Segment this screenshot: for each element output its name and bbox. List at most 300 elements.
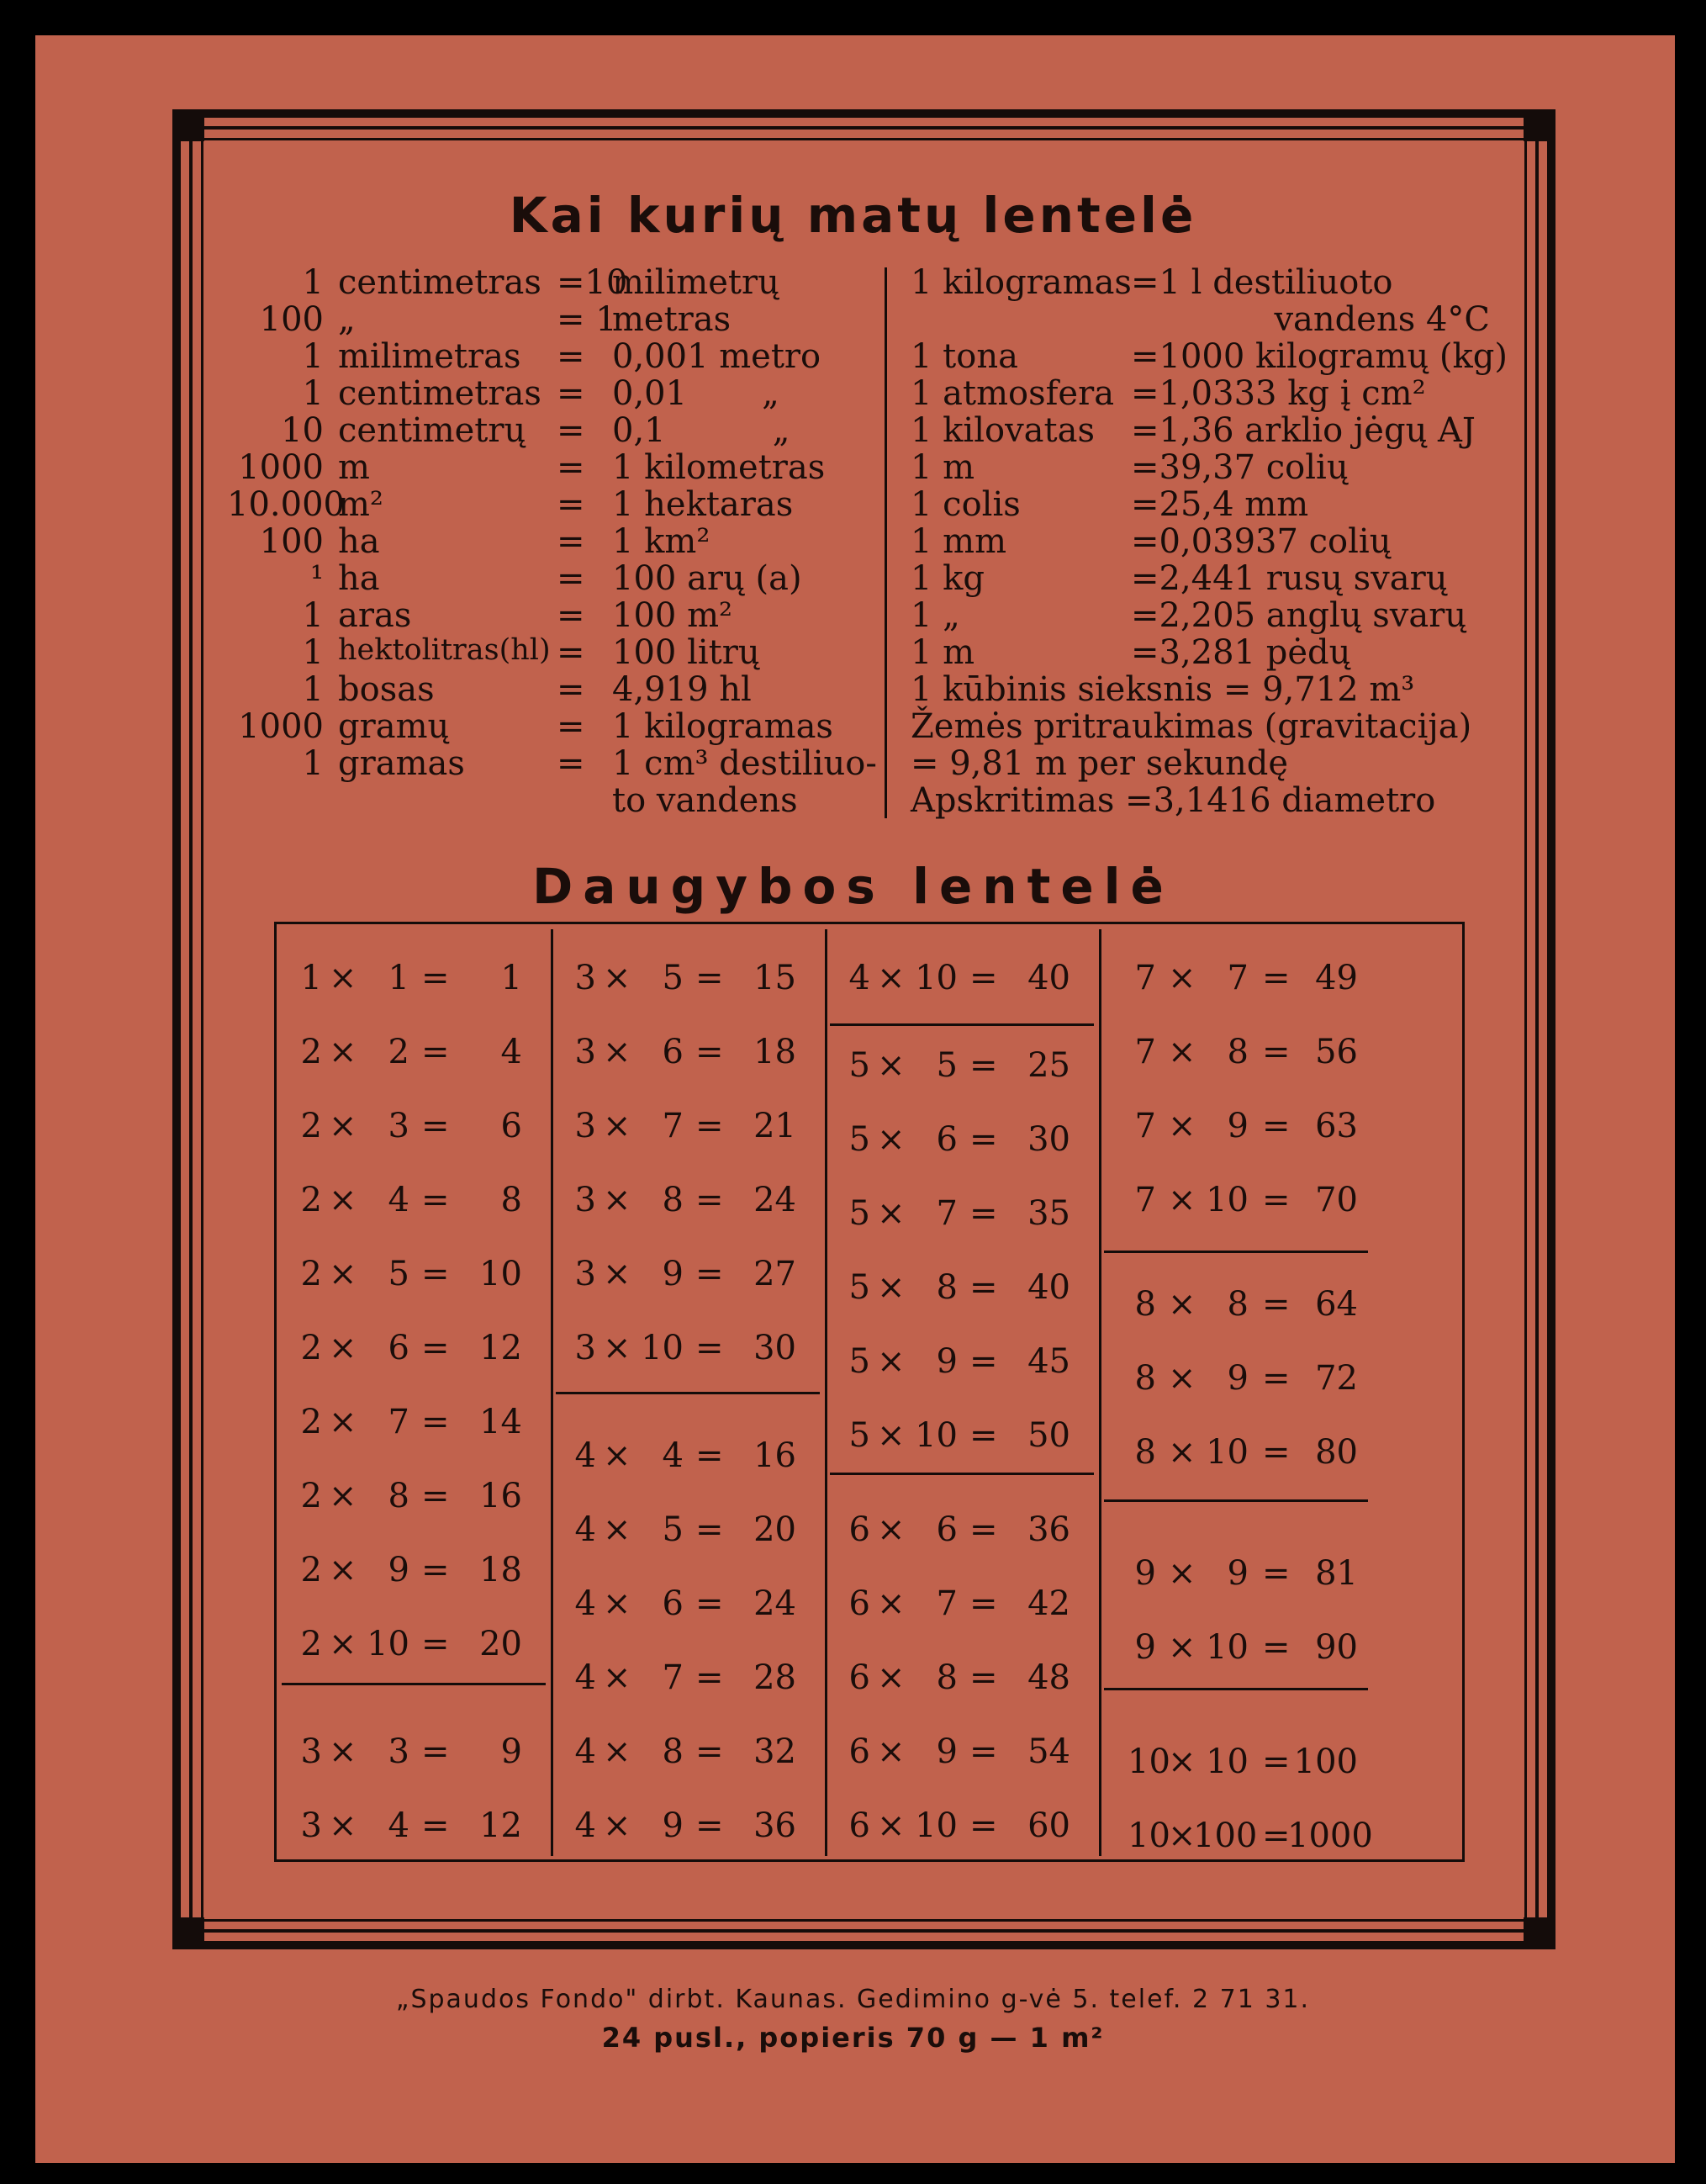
factor-a: 4 bbox=[574, 1732, 596, 1771]
product: 18 bbox=[753, 1033, 796, 1071]
factor-b: 10 bbox=[915, 1806, 958, 1845]
multiplication-row bbox=[835, 1114, 1087, 1165]
multiply-sign: × bbox=[877, 1584, 906, 1623]
measure-equals: =10 bbox=[557, 263, 628, 302]
measure-value: =2,441 rusų svarų bbox=[1131, 559, 1448, 598]
factor-a: 2 bbox=[300, 1625, 322, 1663]
column-divider bbox=[885, 267, 887, 818]
measure-unit: m² bbox=[338, 485, 383, 524]
equals-sign: = bbox=[1262, 1107, 1291, 1145]
product: 36 bbox=[753, 1806, 796, 1845]
factor-b: 5 bbox=[936, 1046, 958, 1085]
measure-unit: 1 m bbox=[911, 448, 975, 487]
equals-sign: = bbox=[421, 1181, 450, 1219]
equals-sign: = bbox=[969, 1732, 998, 1771]
multiply-sign: × bbox=[603, 1510, 631, 1549]
product: 24 bbox=[753, 1181, 796, 1219]
factor-a: 2 bbox=[300, 1403, 322, 1441]
multiplication-row bbox=[561, 953, 813, 1003]
multiplication-row bbox=[835, 1801, 1087, 1851]
multiplication-row bbox=[561, 1430, 813, 1481]
multiplication-row bbox=[287, 1471, 539, 1521]
product: 30 bbox=[1027, 1120, 1070, 1159]
factor-a: 8 bbox=[1134, 1359, 1156, 1398]
measure-equals: = bbox=[557, 522, 585, 561]
section-separator bbox=[830, 1473, 1094, 1475]
measure-equals: = bbox=[557, 411, 585, 450]
factor-a: 3 bbox=[574, 1181, 596, 1219]
column-divider bbox=[1099, 929, 1101, 1856]
equals-sign: = bbox=[695, 1255, 724, 1293]
factor-b: 6 bbox=[388, 1329, 409, 1367]
product: 56 bbox=[1315, 1033, 1358, 1071]
factor-a: 3 bbox=[574, 1033, 596, 1071]
multiplication-row bbox=[287, 1545, 539, 1595]
multiplication-row bbox=[287, 1027, 539, 1077]
factor-a: 4 bbox=[574, 1436, 596, 1475]
factor-b: 6 bbox=[936, 1120, 958, 1159]
factor-a: 2 bbox=[300, 1181, 322, 1219]
measure-unit: 1 mm bbox=[911, 522, 1007, 561]
product: 8 bbox=[500, 1181, 522, 1219]
measure-quantity: 1 bbox=[302, 633, 324, 672]
factor-b: 3 bbox=[388, 1732, 409, 1771]
factor-b: 7 bbox=[936, 1584, 958, 1623]
equals-sign: = bbox=[421, 1732, 450, 1771]
product: 72 bbox=[1315, 1359, 1358, 1398]
measure-unit: 1 tona bbox=[911, 337, 1018, 376]
section-separator bbox=[830, 1023, 1094, 1026]
multiplication-title: Daugybos lentelė bbox=[532, 858, 1174, 915]
measure-unit: 1 atmosfera bbox=[911, 374, 1115, 413]
multiplication-row bbox=[835, 1579, 1087, 1629]
measures-title: Kai kurių matų lentelė bbox=[509, 187, 1197, 244]
factor-b: 7 bbox=[662, 1658, 684, 1697]
equals-sign: = bbox=[695, 1329, 724, 1367]
product: 1 bbox=[500, 959, 522, 997]
multiply-sign: × bbox=[329, 1255, 357, 1293]
factor-a: 6 bbox=[848, 1732, 870, 1771]
factor-a: 5 bbox=[848, 1194, 870, 1233]
column-divider bbox=[551, 929, 553, 1856]
factor-a: 7 bbox=[1134, 1107, 1156, 1145]
multiply-sign: × bbox=[877, 1268, 906, 1307]
factor-b: 1 bbox=[388, 959, 409, 997]
product: 70 bbox=[1315, 1181, 1358, 1219]
factor-a: 2 bbox=[300, 1477, 322, 1515]
factor-a: 8 bbox=[1134, 1433, 1156, 1472]
multiplication-row bbox=[561, 1323, 813, 1373]
equals-sign: = bbox=[969, 1510, 998, 1549]
product: 90 bbox=[1315, 1628, 1358, 1667]
multiplication-row bbox=[287, 1323, 539, 1373]
equals-sign: = bbox=[421, 1255, 450, 1293]
measure-quantity: 100 bbox=[259, 300, 324, 339]
multiplication-row bbox=[1109, 1101, 1361, 1151]
factor-b: 10 bbox=[1206, 1628, 1249, 1667]
measure-value: =39,37 colių bbox=[1131, 448, 1349, 487]
factor-a: 2 bbox=[300, 1033, 322, 1071]
measure-value: metras bbox=[612, 300, 732, 339]
factor-a: 10 bbox=[1128, 1742, 1170, 1781]
equals-sign: = bbox=[969, 1806, 998, 1845]
product: 1000 bbox=[1287, 1816, 1373, 1855]
factor-a: 5 bbox=[848, 1342, 870, 1381]
multiply-sign: × bbox=[329, 1806, 357, 1845]
multiply-sign: × bbox=[329, 959, 357, 997]
multiply-sign: × bbox=[1168, 959, 1196, 997]
factor-a: 6 bbox=[848, 1584, 870, 1623]
footer-printer: „Spaudos Fondo" dirbt. Kaunas. Gedimino g-vė 5. telef. 2 71 31. bbox=[395, 1985, 1311, 2014]
equals-sign: = bbox=[421, 1033, 450, 1071]
factor-b: 6 bbox=[662, 1033, 684, 1071]
factor-b: 9 bbox=[1227, 1554, 1249, 1593]
factor-b: 4 bbox=[662, 1436, 684, 1475]
product: 63 bbox=[1315, 1107, 1358, 1145]
section-separator bbox=[1104, 1688, 1368, 1690]
factor-b: 10 bbox=[915, 959, 958, 997]
factor-a: 3 bbox=[574, 1255, 596, 1293]
multiply-sign: × bbox=[1168, 1181, 1196, 1219]
multiply-sign: × bbox=[877, 1342, 906, 1381]
measure-value: =1,0333 kg į cm² bbox=[1131, 374, 1426, 413]
factor-b: 8 bbox=[662, 1732, 684, 1771]
product: 80 bbox=[1315, 1433, 1358, 1472]
measure-unit: centimetrų bbox=[338, 411, 526, 450]
measure-quantity: 1 bbox=[302, 337, 324, 376]
factor-b: 9 bbox=[936, 1732, 958, 1771]
section-separator bbox=[1104, 1499, 1368, 1502]
multiplication-row bbox=[287, 1397, 539, 1447]
factor-a: 2 bbox=[300, 1255, 322, 1293]
multiplication-row bbox=[561, 1727, 813, 1777]
factor-b: 8 bbox=[1227, 1033, 1249, 1071]
product: 54 bbox=[1027, 1732, 1070, 1771]
measure-quantity: 1 bbox=[302, 263, 324, 302]
multiply-sign: × bbox=[877, 1658, 906, 1697]
equals-sign: = bbox=[695, 1033, 724, 1071]
product: 30 bbox=[753, 1329, 796, 1367]
measure-value: 1 km² bbox=[612, 522, 710, 561]
factor-a: 3 bbox=[574, 959, 596, 997]
multiplication-row bbox=[561, 1504, 813, 1555]
equals-sign: = bbox=[969, 959, 998, 997]
measure-equals: = bbox=[557, 707, 585, 746]
measure-unit: 1 kilovatas bbox=[911, 411, 1095, 450]
equals-sign: = bbox=[969, 1584, 998, 1623]
measure-unit: gramų bbox=[338, 707, 450, 746]
multiply-sign: × bbox=[329, 1551, 357, 1589]
multiplication-row bbox=[287, 1249, 539, 1299]
multiply-sign: × bbox=[603, 1033, 631, 1071]
equals-sign: = bbox=[1262, 1816, 1291, 1855]
measure-unit: centimetras bbox=[338, 374, 541, 413]
equals-sign: = bbox=[695, 1658, 724, 1697]
product: 50 bbox=[1027, 1416, 1070, 1455]
factor-a: 2 bbox=[300, 1329, 322, 1367]
multiplication-row bbox=[561, 1249, 813, 1299]
measure-equals: = bbox=[557, 633, 585, 672]
multiply-sign: × bbox=[603, 1181, 631, 1219]
factor-a: 7 bbox=[1134, 959, 1156, 997]
measure-unit: ha bbox=[338, 559, 380, 598]
multiplication-row bbox=[561, 1653, 813, 1703]
measure-equals: = bbox=[557, 744, 585, 783]
section-separator bbox=[556, 1392, 820, 1394]
multiply-sign: × bbox=[329, 1329, 357, 1367]
factor-b: 8 bbox=[936, 1658, 958, 1697]
equals-sign: = bbox=[695, 1584, 724, 1623]
measure-equals: = bbox=[557, 448, 585, 487]
measure-unit: bosas bbox=[338, 670, 435, 709]
product: 60 bbox=[1027, 1806, 1070, 1845]
measure-quantity: 100 bbox=[259, 522, 324, 561]
column-divider bbox=[825, 929, 827, 1856]
factor-a: 6 bbox=[848, 1806, 870, 1845]
equals-sign: = bbox=[1262, 959, 1291, 997]
measure-value: =2,205 anglų svarų bbox=[1131, 596, 1467, 635]
measure-unit: m bbox=[338, 448, 370, 487]
factor-b: 10 bbox=[641, 1329, 684, 1367]
multiplication-row bbox=[561, 1101, 813, 1151]
multiplication-row bbox=[1109, 1175, 1361, 1225]
equals-sign: = bbox=[695, 1732, 724, 1771]
factor-a: 6 bbox=[848, 1510, 870, 1549]
factor-a: 2 bbox=[300, 1551, 322, 1589]
factor-a: 1 bbox=[300, 959, 322, 997]
measure-unit: milimetras bbox=[338, 337, 521, 376]
factor-a: 4 bbox=[574, 1658, 596, 1697]
measure-equals: = 1 bbox=[557, 300, 617, 339]
multiplication-row bbox=[1109, 1737, 1361, 1787]
product: 16 bbox=[753, 1436, 796, 1475]
multiply-sign: × bbox=[603, 1255, 631, 1293]
multiplication-row bbox=[1109, 1027, 1361, 1077]
factor-b: 8 bbox=[662, 1181, 684, 1219]
factor-b: 100 bbox=[1193, 1816, 1258, 1855]
measure-value: 4,919 hl bbox=[612, 670, 752, 709]
product: 16 bbox=[479, 1477, 522, 1515]
factor-b: 2 bbox=[388, 1033, 409, 1071]
measure-value: 100 litrų bbox=[612, 633, 760, 672]
factor-a: 3 bbox=[574, 1329, 596, 1367]
measure-unit: 1 m bbox=[911, 633, 975, 672]
factor-b: 10 bbox=[1206, 1433, 1249, 1472]
equals-sign: = bbox=[1262, 1554, 1291, 1593]
multiply-sign: × bbox=[1168, 1742, 1196, 1781]
product: 42 bbox=[1027, 1584, 1070, 1623]
equals-sign: = bbox=[1262, 1285, 1291, 1324]
measure-unit: Apskritimas =3,1416 diametro bbox=[911, 781, 1436, 820]
measure-value: =1 l destiliuoto bbox=[1131, 263, 1393, 302]
factor-a: 10 bbox=[1128, 1816, 1170, 1855]
product: 18 bbox=[479, 1551, 522, 1589]
measure-equals: = bbox=[557, 596, 585, 635]
equals-sign: = bbox=[969, 1416, 998, 1455]
multiply-sign: × bbox=[877, 1120, 906, 1159]
multiply-sign: × bbox=[603, 1806, 631, 1845]
multiplication-row bbox=[835, 1504, 1087, 1555]
product: 48 bbox=[1027, 1658, 1070, 1697]
multiply-sign: × bbox=[877, 959, 906, 997]
multiply-sign: × bbox=[1168, 1107, 1196, 1145]
equals-sign: = bbox=[969, 1342, 998, 1381]
measure-value: 0,01 „ bbox=[612, 374, 779, 413]
measure-quantity: ¹ bbox=[309, 559, 324, 598]
multiply-sign: × bbox=[1168, 1433, 1196, 1472]
factor-b: 5 bbox=[388, 1255, 409, 1293]
measure-value: 100 arų (a) bbox=[612, 559, 802, 598]
measure-value: to vandens bbox=[612, 781, 798, 820]
equals-sign: = bbox=[421, 959, 450, 997]
factor-a: 4 bbox=[574, 1584, 596, 1623]
factor-a: 5 bbox=[848, 1268, 870, 1307]
measure-value: 1 kilogramas bbox=[612, 707, 833, 746]
measure-equals: = bbox=[557, 374, 585, 413]
measure-quantity: 1000 bbox=[238, 448, 324, 487]
equals-sign: = bbox=[695, 1107, 724, 1145]
multiplication-row bbox=[1109, 1811, 1373, 1861]
product: 32 bbox=[753, 1732, 796, 1771]
product: 4 bbox=[500, 1033, 522, 1071]
measure-value: vandens 4°C bbox=[1274, 300, 1490, 339]
factor-a: 5 bbox=[848, 1416, 870, 1455]
multiply-sign: × bbox=[877, 1732, 906, 1771]
multiplication-row bbox=[1109, 1548, 1361, 1599]
multiply-sign: × bbox=[603, 959, 631, 997]
measure-value: 100 m² bbox=[612, 596, 733, 635]
factor-b: 7 bbox=[388, 1403, 409, 1441]
section-separator bbox=[282, 1683, 546, 1685]
measure-quantity: 1 bbox=[302, 374, 324, 413]
equals-sign: = bbox=[969, 1658, 998, 1697]
product: 12 bbox=[479, 1806, 522, 1845]
factor-b: 8 bbox=[936, 1268, 958, 1307]
multiply-sign: × bbox=[877, 1194, 906, 1233]
equals-sign: = bbox=[695, 959, 724, 997]
factor-b: 10 bbox=[367, 1625, 409, 1663]
factor-b: 3 bbox=[388, 1107, 409, 1145]
multiply-sign: × bbox=[877, 1806, 906, 1845]
equals-sign: = bbox=[1262, 1181, 1291, 1219]
product: 20 bbox=[753, 1510, 796, 1549]
measure-quantity: 1 bbox=[302, 744, 324, 783]
measure-unit: 1 colis bbox=[911, 485, 1021, 524]
factor-a: 4 bbox=[848, 959, 870, 997]
measure-value: =1000 kilogramų (kg) bbox=[1131, 337, 1508, 376]
multiplication-row bbox=[835, 953, 1087, 1003]
factor-a: 3 bbox=[574, 1107, 596, 1145]
equals-sign: = bbox=[1262, 1033, 1291, 1071]
multiply-sign: × bbox=[329, 1403, 357, 1441]
measure-quantity: 10 bbox=[281, 411, 324, 450]
product: 28 bbox=[753, 1658, 796, 1697]
product: 6 bbox=[500, 1107, 522, 1145]
factor-b: 9 bbox=[662, 1255, 684, 1293]
multiply-sign: × bbox=[329, 1033, 357, 1071]
multiplication-row bbox=[561, 1027, 813, 1077]
measure-equals: = bbox=[557, 337, 585, 376]
multiply-sign: × bbox=[329, 1477, 357, 1515]
multiplication-table bbox=[274, 922, 1465, 1862]
measure-value: milimetrų bbox=[612, 263, 779, 302]
measure-quantity: 10.000 bbox=[227, 485, 345, 524]
multiplication-row bbox=[287, 1175, 539, 1225]
multiplication-row bbox=[287, 1619, 539, 1669]
equals-sign: = bbox=[969, 1268, 998, 1307]
factor-a: 4 bbox=[574, 1510, 596, 1549]
section-separator bbox=[1104, 1251, 1368, 1253]
factor-a: 6 bbox=[848, 1658, 870, 1697]
factor-b: 7 bbox=[936, 1194, 958, 1233]
multiplication-row bbox=[1109, 1279, 1361, 1330]
multiply-sign: × bbox=[603, 1329, 631, 1367]
multiplication-row bbox=[835, 1262, 1087, 1313]
measure-value: =1,36 arklio jėgų AJ bbox=[1131, 411, 1476, 450]
product: 81 bbox=[1315, 1554, 1358, 1593]
multiply-sign: × bbox=[329, 1107, 357, 1145]
factor-b: 6 bbox=[936, 1510, 958, 1549]
product: 24 bbox=[753, 1584, 796, 1623]
factor-a: 3 bbox=[300, 1806, 322, 1845]
product: 49 bbox=[1315, 959, 1358, 997]
factor-b: 8 bbox=[388, 1477, 409, 1515]
multiply-sign: × bbox=[329, 1625, 357, 1663]
multiply-sign: × bbox=[603, 1732, 631, 1771]
measure-unit: 1 „ bbox=[911, 596, 960, 635]
multiply-sign: × bbox=[1168, 1554, 1196, 1593]
equals-sign: = bbox=[1262, 1628, 1291, 1667]
factor-b: 9 bbox=[936, 1342, 958, 1381]
equals-sign: = bbox=[421, 1551, 450, 1589]
equals-sign: = bbox=[969, 1120, 998, 1159]
equals-sign: = bbox=[421, 1806, 450, 1845]
equals-sign: = bbox=[695, 1436, 724, 1475]
factor-a: 2 bbox=[300, 1107, 322, 1145]
multiplication-row bbox=[835, 1653, 1087, 1703]
multiplication-row bbox=[1109, 953, 1361, 1003]
product: 12 bbox=[479, 1329, 522, 1367]
multiplication-row bbox=[561, 1175, 813, 1225]
equals-sign: = bbox=[1262, 1359, 1291, 1398]
factor-b: 4 bbox=[388, 1806, 409, 1845]
measure-quantity: 1 bbox=[302, 596, 324, 635]
multiplication-row bbox=[1109, 1353, 1361, 1404]
equals-sign: = bbox=[421, 1477, 450, 1515]
measure-unit: 1 kilogramas bbox=[911, 263, 1132, 302]
equals-sign: = bbox=[969, 1194, 998, 1233]
factor-b: 6 bbox=[662, 1584, 684, 1623]
equals-sign: = bbox=[421, 1625, 450, 1663]
factor-b: 8 bbox=[1227, 1285, 1249, 1324]
measure-unit: „ bbox=[338, 300, 356, 339]
measure-quantity: 1000 bbox=[238, 707, 324, 746]
factor-b: 7 bbox=[1227, 959, 1249, 997]
measure-unit: Žemės pritraukimas (gravitacija) bbox=[911, 707, 1472, 746]
multiply-sign: × bbox=[329, 1732, 357, 1771]
multiply-sign: × bbox=[877, 1416, 906, 1455]
product: 9 bbox=[500, 1732, 522, 1771]
product: 15 bbox=[753, 959, 796, 997]
factor-a: 4 bbox=[574, 1806, 596, 1845]
factor-b: 10 bbox=[915, 1416, 958, 1455]
measure-unit: 1 kg bbox=[911, 559, 985, 598]
factor-a: 7 bbox=[1134, 1033, 1156, 1071]
multiplication-row bbox=[287, 953, 539, 1003]
product: 45 bbox=[1027, 1342, 1070, 1381]
product: 27 bbox=[753, 1255, 796, 1293]
factor-b: 7 bbox=[662, 1107, 684, 1145]
